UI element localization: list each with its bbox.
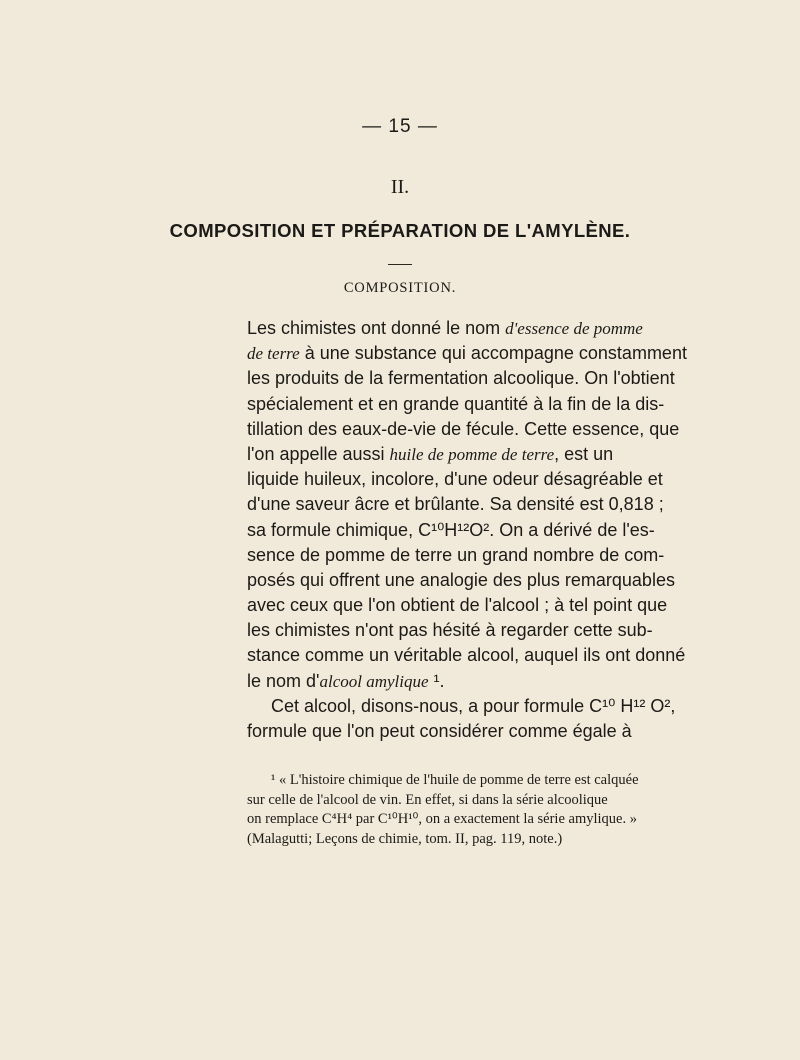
body-line: tillation des eaux-de-vie de fécule. Cette essence, que (247, 418, 680, 439)
body-line: sa formule chimique, C¹⁰H¹²O². On a dérivé de l'es- (247, 519, 655, 540)
section-subtitle: COMPOSITION. (343, 280, 457, 296)
body-line: les chimistes n'ont pas hésité à regarder cette sub- (247, 620, 653, 641)
body-line: spécialement et en grande quantité à la fin de la dis- (247, 393, 665, 414)
body-text (247, 316, 773, 744)
title-divider (388, 264, 412, 265)
body-line: de terre à une substance qui accompagne constamment (247, 343, 687, 364)
body-line: formule que l'on peut considérer comme égale à (247, 721, 632, 741)
body-line: d'une saveur âcre et brûlante. Sa densité est 0,818 ; (247, 494, 664, 515)
body-line: stance comme un véritable alcool, auquel ils ont donné (247, 645, 686, 666)
chapter-title: COMPOSITION ET PRÉPARATION DE L'AMYLÈNE. (169, 220, 631, 241)
footnote-line: sur celle de l'alcool de vin. En effet, si dans la série alcoolique (247, 791, 608, 808)
body-line: posés qui offrent une analogie des plus remarquables (247, 569, 675, 590)
footnote-line: ¹ « L'histoire chimique de l'huile de pomme de terre est calquée (271, 772, 639, 788)
footnote-line: (Malagutti; Leçons de chimie, tom. II, pag. 119, note.) (247, 830, 563, 847)
body-line: Cet alcool, disons-nous, a pour formule C¹⁰ H¹² O², (271, 695, 676, 716)
page-number: — 15 — (362, 116, 438, 137)
body-line: liquide huileux, incolore, d'une odeur désagréable et (247, 469, 663, 490)
body-line: l'on appelle aussi huile de pomme de terre, est un (247, 443, 614, 464)
body-line: les produits de la fermentation alcoolique. On l'obtient (247, 368, 675, 389)
section-number: II. (390, 176, 410, 198)
body-line: le nom d'alcool amylique ¹. (247, 670, 445, 691)
footnote (247, 771, 773, 849)
body-line: avec ceux que l'on obtient de l'alcool ; à tel point que (247, 595, 668, 616)
footnote-line: on remplace C⁴H⁴ par C¹⁰H¹⁰, on a exactement la série amylique. » (247, 811, 637, 828)
body-line: Les chimistes ont donné le nom d'essence de pomme (247, 318, 643, 338)
body-line: sence de pomme de terre un grand nombre de com- (247, 544, 665, 565)
